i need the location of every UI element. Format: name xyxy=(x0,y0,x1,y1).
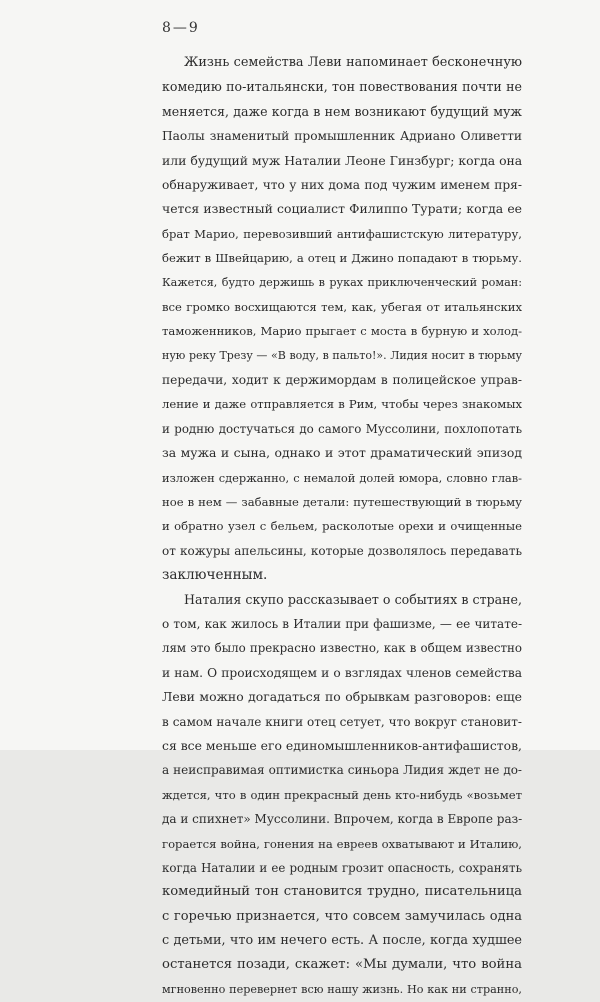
text-line: или будущий муж Наталии Леоне Гинзбург; когда она xyxy=(162,152,523,168)
text-line: Кажется, будто держишь в руках приключенческий роман: xyxy=(162,275,522,289)
text-line: комедию по-итальянски, тон повествования почти не xyxy=(162,79,522,95)
text-line: мгновенно перевернет всю нашу жизнь. Но как ни странно, xyxy=(162,982,522,996)
text-line: ное в нем — забавные детали: путешествующий в тюрьму xyxy=(162,495,522,510)
text-line: о том, как жилось в Италии при фашизме, — ее читате- xyxy=(162,616,522,631)
text-line: с горечью признается, что совсем замучилась одна xyxy=(162,908,522,924)
text-line: таможенников, Марио прыгает с моста в бурную и холод- xyxy=(162,324,522,339)
text-line: когда Наталии и ее родным грозит опасность, сохранять xyxy=(162,860,522,875)
body-text xyxy=(162,51,522,1002)
text-line: ную реку Трезу — «В воду, в пальто!». Лидия носит в тюрьму xyxy=(162,348,522,362)
text-line: ление и даже отправляется в Рим, чтобы через знакомых xyxy=(162,397,522,412)
text-line: обнаруживает, что у них дома под чужим именем пря- xyxy=(162,177,522,192)
text-line: за мужа и сына, однако и этот драматический эпизод xyxy=(162,445,522,461)
text-line: в самом начале книги отец сетует, что вокруг становит- xyxy=(162,714,522,729)
text-line: лям это было прекрасно известно, как в общем известно xyxy=(162,641,522,656)
text-line: Паолы знаменитый промышленник Адриано Оливетти xyxy=(162,129,522,144)
text-line: бежит в Швейцарию, а отец и Джино попадают в тюрьму. xyxy=(162,251,522,266)
text-line: горается война, гонения на евреев охватывают и Италию, xyxy=(162,836,522,851)
text-line: Жизнь семейства Леви напоминает бесконечную xyxy=(184,55,522,70)
text-line: Наталия скупо рассказывает о событиях в стране, xyxy=(184,591,522,607)
text-line: изложен сдержанно, с немалой долей юмора, словно глав- xyxy=(162,470,522,485)
text-line: с детьми, что им нечего есть. А после, когда худшее xyxy=(162,933,522,949)
text-line: комедийный тон становится трудно, писательница xyxy=(162,884,522,900)
page-number: 8—9 xyxy=(162,20,200,36)
text-line: все громко восхищаются тем, как, убегая от итальянских xyxy=(162,299,522,314)
text-line: брат Марио, перевозивший антифашистскую литературу, xyxy=(162,226,522,241)
text-line: да и спихнет» Муссолини. Впрочем, когда в Европе раз- xyxy=(162,812,523,827)
text-line: чется известный социалист Филиппо Турати; когда ее xyxy=(162,201,522,217)
text-line: ся все меньше его единомышленников-антифашистов, xyxy=(162,737,522,753)
text-line: ждется, что в один прекрасный день кто-нибудь «возьмет xyxy=(162,787,522,802)
text-line: меняется, даже когда в нем возникают будущий муж xyxy=(162,103,522,119)
text-line: передачи, ходит к держимордам в полицейское управ- xyxy=(162,373,522,388)
text-line: от кожуры апельсины, которые дозволялось передавать xyxy=(162,543,522,558)
text-line: и родню достучаться до самого Муссолини, похлопотать xyxy=(162,421,522,436)
text-line: останется позади, скажет: «Мы думали, что война xyxy=(162,957,522,973)
text-line: Леви можно догадаться по обрывкам разговоров: еще xyxy=(162,689,522,705)
text-line: и обратно узел с бельем, расколотые орехи и очищенные xyxy=(162,519,522,534)
text-line: и нам. О происходящем и о взглядах членов семейства xyxy=(162,665,522,680)
text-line: заключенным. xyxy=(162,567,268,584)
text-line: а неисправимая оптимистка синьора Лидия ждет не до- xyxy=(162,763,522,778)
